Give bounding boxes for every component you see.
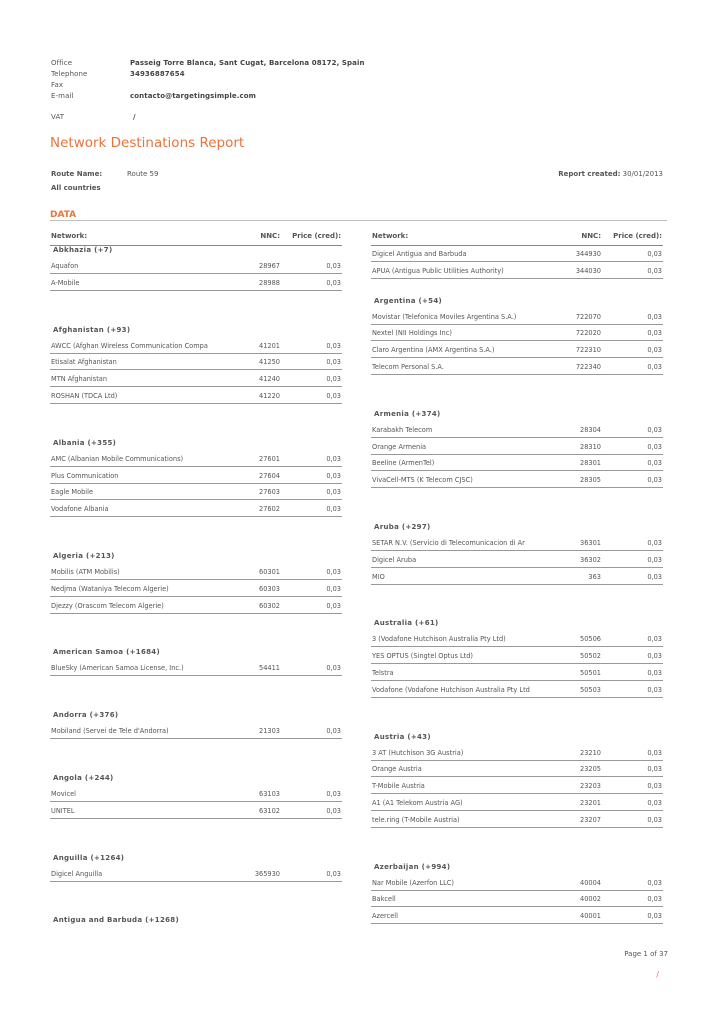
- nnc-value: 50503: [580, 685, 601, 694]
- country-heading: Armenia (+374): [374, 409, 441, 418]
- table-row: [371, 472, 663, 488]
- price-value: 0,03: [647, 799, 662, 807]
- table-row: [50, 258, 342, 274]
- table-row: [371, 422, 663, 438]
- nnc-value: 60303: [259, 584, 280, 593]
- price-value: 0,03: [647, 635, 662, 644]
- network-name: Claro Argentina (AMX Argentina S.A.): [372, 346, 495, 355]
- network-header: Network:: [372, 232, 409, 240]
- network-name: A1 (A1 Telekom Austria AG): [372, 799, 463, 807]
- nnc-value: 28305: [580, 476, 601, 485]
- email-label: E-mail: [51, 92, 74, 100]
- country-heading: Aruba (+297): [374, 523, 431, 531]
- price-value: 0,03: [647, 555, 662, 564]
- table-row: [50, 484, 342, 500]
- price-header: Price (cred):: [292, 232, 341, 240]
- nnc-value: 28988: [259, 278, 280, 287]
- table-row: [371, 455, 663, 471]
- left-column: [50, 229, 342, 929]
- table-row: [50, 598, 342, 614]
- nnc-value: 63103: [259, 790, 280, 798]
- row-rule: [371, 827, 663, 828]
- nnc-value: 27601: [259, 454, 280, 463]
- nnc-value: 41201: [259, 341, 280, 350]
- table-row: [371, 665, 663, 681]
- price-value: 0,03: [326, 727, 341, 736]
- price-value: 0,03: [326, 278, 341, 287]
- nnc-value: 722340: [575, 363, 601, 371]
- nnc-value: 363: [588, 572, 601, 581]
- nnc-value: 60302: [259, 601, 280, 610]
- network-name: MIO: [372, 572, 385, 581]
- row-rule: [371, 487, 663, 488]
- country-heading: Argentina (+54): [374, 296, 443, 305]
- network-name: Orange Armenia: [372, 442, 427, 451]
- country-heading: American Samoa (+1684): [53, 648, 160, 657]
- report-created-value: 30/01/2013: [622, 170, 663, 178]
- table-row: [50, 786, 342, 802]
- table-row: [50, 723, 342, 739]
- network-name: Karabakh Telecom: [372, 425, 433, 434]
- price-value: 0,03: [647, 329, 662, 338]
- table-row: [371, 342, 663, 358]
- network-name: 3 (Vodafone Hutchison Australia Pty Ltd): [372, 635, 506, 644]
- country-heading: Afghanistan (+93): [53, 325, 131, 334]
- price-value: 0,03: [326, 358, 341, 367]
- table-row: [371, 263, 663, 279]
- table-row: [371, 569, 663, 585]
- row-rule: [50, 881, 342, 882]
- network-name: Telecom Personal S.A.: [372, 363, 444, 371]
- vat-label: VAT: [51, 113, 65, 121]
- row-rule: [50, 290, 342, 291]
- price-value: 0,03: [647, 748, 662, 757]
- report-title: Network Destinations Report: [50, 135, 245, 151]
- data-heading: DATA: [50, 210, 77, 220]
- network-name: 3 AT (Hutchison 3G Austria): [372, 748, 464, 757]
- nnc-value: 722310: [575, 346, 601, 355]
- network-name: Nedjma (Wataniya Telecom Algerie): [51, 584, 169, 593]
- table-row: [371, 309, 663, 325]
- nnc-value: 63102: [259, 806, 280, 815]
- nnc-value: 722020: [575, 329, 601, 338]
- price-value: 0,03: [647, 878, 662, 887]
- row-rule: [50, 738, 342, 739]
- network-name: Etisalat Afghanistan: [51, 358, 117, 367]
- table-row: [371, 535, 663, 551]
- nnc-value: 50501: [580, 669, 601, 677]
- table-row: [50, 338, 342, 354]
- network-name: Mobilis (ATM Mobilis): [51, 568, 120, 576]
- table-row: [371, 795, 663, 811]
- price-value: 0,03: [647, 346, 662, 355]
- table-row: [50, 354, 342, 370]
- price-value: 0,03: [647, 669, 662, 677]
- network-name: Digicel Aruba: [372, 555, 417, 564]
- table-row: [50, 451, 342, 467]
- nnc-value: 23203: [580, 782, 601, 791]
- network-name: AMC (Albanian Mobile Communications): [51, 454, 184, 463]
- table-row: [371, 812, 663, 828]
- network-name: AWCC (Afghan Wireless Communication Compa: [51, 341, 208, 350]
- nnc-value: 54411: [259, 664, 280, 673]
- office-label: Office: [51, 59, 73, 67]
- network-name: Digicel Anguilla: [51, 869, 103, 878]
- network-name: APUA (Antigua Public Utilities Authority): [372, 266, 504, 275]
- network-name: Movicel: [51, 790, 76, 798]
- price-value: 0,03: [647, 312, 662, 321]
- network-name: Beeline (ArmenTel): [372, 459, 435, 468]
- scope-label: All countries: [51, 184, 101, 192]
- network-name: Bakcell: [372, 895, 396, 904]
- table-row: [50, 581, 342, 597]
- data-divider: [50, 220, 667, 221]
- nnc-value: 28304: [580, 425, 601, 434]
- network-name: BlueSky (American Samoa License, Inc.): [51, 664, 184, 673]
- network-name: Nextel (NII Holdings Inc): [372, 329, 452, 338]
- office-value: Passeig Torre Blanca, Sant Cugat, Barcelona 08172, Spain: [130, 59, 365, 67]
- country-heading: Antigua and Barbuda (+1268): [53, 916, 179, 925]
- network-name: YES OPTUS (Singtel Optus Ltd): [372, 652, 473, 661]
- network-name: Movistar (Telefonica Moviles Argentina S.A.): [372, 312, 517, 321]
- nnc-value: 41220: [259, 392, 280, 400]
- nnc-header: NNC:: [581, 232, 601, 240]
- nnc-value: 28310: [580, 442, 601, 451]
- price-value: 0,03: [326, 471, 341, 480]
- row-rule: [371, 697, 663, 698]
- network-name: Azercell: [372, 912, 398, 921]
- table-row: [50, 468, 342, 484]
- nnc-value: 40004: [580, 878, 601, 887]
- price-value: 0,03: [326, 568, 341, 576]
- price-value: 0,03: [647, 685, 662, 694]
- price-value: 0,03: [647, 782, 662, 791]
- nnc-value: 36302: [580, 555, 601, 564]
- email-value[interactable]: contacto@targetingsimple.com: [130, 92, 257, 100]
- nnc-value: 40002: [580, 895, 601, 904]
- price-value: 0,03: [647, 442, 662, 451]
- telephone-label: Telephone: [51, 70, 88, 78]
- nnc-value: 23201: [580, 799, 601, 807]
- table-row: [50, 501, 342, 517]
- network-name: Vodafone Albania: [51, 505, 109, 514]
- nnc-value: 27602: [259, 505, 280, 514]
- nnc-value: 27604: [259, 471, 280, 480]
- footer-slash: /: [656, 970, 659, 979]
- network-name: UNITEL: [51, 806, 75, 815]
- table-row: [371, 439, 663, 455]
- network-name: Digicel Antigua and Barbuda: [372, 250, 467, 258]
- route-name-label: Route Name:: [51, 170, 103, 178]
- price-value: 0,03: [326, 488, 341, 497]
- price-value: 0,03: [326, 601, 341, 610]
- nnc-value: 23210: [580, 748, 601, 757]
- nnc-value: 50506: [580, 635, 601, 644]
- table-row: [371, 246, 663, 262]
- price-value: 0,03: [326, 454, 341, 463]
- network-name: Plus Communication: [51, 471, 119, 480]
- price-value: 0,03: [647, 266, 662, 275]
- nnc-value: 722070: [575, 312, 601, 321]
- table-row: [371, 891, 663, 907]
- price-value: 0,03: [647, 895, 662, 904]
- nnc-value: 41250: [259, 358, 280, 367]
- price-value: 0,03: [326, 341, 341, 350]
- country-heading: Australia (+61): [374, 619, 439, 628]
- country-heading: Anguilla (+1264): [53, 853, 125, 862]
- network-name: Mobiland (Servei de Tele d'Andorra): [51, 727, 169, 736]
- row-rule: [50, 516, 342, 517]
- network-name: T-Mobile Austria: [372, 782, 425, 791]
- report-created-label: Report created:: [558, 170, 621, 178]
- table-row: [50, 388, 342, 404]
- row-rule: [50, 613, 342, 614]
- nnc-value: 344030: [575, 266, 601, 275]
- country-heading: Austria (+43): [374, 732, 431, 741]
- row-rule: [50, 403, 342, 404]
- nnc-value: 27603: [259, 488, 280, 497]
- price-value: 0,03: [647, 250, 662, 258]
- nnc-value: 21303: [259, 727, 280, 736]
- nnc-value: 60301: [259, 568, 280, 576]
- price-value: 0,03: [326, 790, 341, 798]
- vat-value: /: [133, 113, 136, 121]
- country-heading: Albania (+355): [53, 438, 117, 447]
- table-row: [371, 631, 663, 647]
- nnc-value: 41240: [259, 375, 280, 384]
- nnc-value: 23205: [580, 765, 601, 774]
- network-name: Aquafon: [51, 262, 79, 270]
- country-heading: Algeria (+213): [53, 552, 115, 560]
- network-name: ROSHAN (TDCA Ltd): [51, 392, 118, 400]
- table-row: [50, 275, 342, 291]
- price-value: 0,03: [647, 652, 662, 661]
- row-rule: [371, 278, 663, 279]
- table-row: [50, 371, 342, 387]
- network-name: Djezzy (Orascom Telecom Algerie): [51, 601, 164, 610]
- network-name: Orange Austria: [372, 765, 422, 774]
- route-name-value: Route 59: [127, 170, 159, 178]
- table-row: [371, 875, 663, 891]
- table-row: [371, 778, 663, 794]
- row-rule: [50, 675, 342, 676]
- nnc-value: 40001: [580, 912, 601, 921]
- row-rule: [371, 923, 663, 924]
- price-value: 0,03: [326, 664, 341, 673]
- price-value: 0,03: [647, 476, 662, 485]
- network-name: tele.ring (T-Mobile Austria): [372, 815, 460, 824]
- table-row: [371, 648, 663, 664]
- price-value: 0,03: [326, 392, 341, 400]
- nnc-value: 365930: [254, 869, 280, 878]
- table-row: [50, 564, 342, 580]
- row-rule: [371, 374, 663, 375]
- network-name: Nar Mobile (Azerfon LLC): [372, 878, 454, 887]
- page-indicator: Page 1 of 37: [624, 950, 668, 958]
- price-value: 0,03: [647, 572, 662, 581]
- nnc-header: NNC:: [260, 232, 280, 240]
- nnc-value: 344930: [575, 250, 601, 258]
- price-value: 0,03: [326, 375, 341, 384]
- table-row: [371, 908, 663, 924]
- nnc-value: 36301: [580, 539, 601, 547]
- left-column-header: [50, 229, 342, 246]
- price-value: 0,03: [647, 425, 662, 434]
- price-value: 0,03: [647, 765, 662, 774]
- fax-label: Fax: [51, 81, 64, 89]
- price-value: 0,03: [647, 363, 662, 371]
- nnc-value: 28301: [580, 459, 601, 468]
- network-name: Eagle Mobile: [51, 488, 94, 497]
- right-column-header: [371, 229, 663, 246]
- table-row: [50, 866, 342, 882]
- nnc-value: 28967: [259, 262, 280, 270]
- price-value: 0,03: [647, 815, 662, 824]
- table-row: [371, 359, 663, 375]
- telephone-value: 34936887654: [130, 70, 185, 78]
- network-name: A-Mobile: [51, 278, 80, 287]
- price-value: 0,03: [326, 869, 341, 878]
- network-name: VivaCell-MTS (K Telecom CJSC): [372, 476, 473, 485]
- report-created: [558, 170, 663, 178]
- country-heading: Andorra (+376): [53, 711, 119, 720]
- network-name: Vodafone (Vodafone Hutchison Australia Pty Ltd: [372, 685, 530, 694]
- row-rule: [50, 818, 342, 819]
- country-heading: Azerbaijan (+994): [374, 862, 451, 871]
- price-value: 0,03: [326, 584, 341, 593]
- nnc-value: 23207: [580, 815, 601, 824]
- table-row: [371, 745, 663, 761]
- table-row: [371, 325, 663, 341]
- table-row: [371, 552, 663, 568]
- right-column: [371, 229, 663, 934]
- network-name: Telstra: [372, 669, 394, 677]
- country-heading: Angola (+244): [53, 774, 114, 782]
- price-header: Price (cred):: [613, 232, 662, 240]
- network-name: SETAR N.V. (Servicio di Telecomunicacion di Ar: [372, 539, 525, 547]
- network-name: MTN Afghanistan: [51, 375, 107, 384]
- table-row: [50, 660, 342, 676]
- table-row: [50, 803, 342, 819]
- price-value: 0,03: [647, 912, 662, 921]
- country-heading: Abkhazia (+7): [53, 246, 113, 254]
- price-value: 0,03: [647, 539, 662, 547]
- price-value: 0,03: [326, 806, 341, 815]
- table-row: [371, 761, 663, 777]
- price-value: 0,03: [326, 505, 341, 514]
- price-value: 0,03: [647, 459, 662, 468]
- row-rule: [371, 584, 663, 585]
- table-row: [371, 682, 663, 698]
- price-value: 0,03: [326, 262, 341, 270]
- nnc-value: 50502: [580, 652, 601, 661]
- network-header: Network:: [51, 232, 88, 240]
